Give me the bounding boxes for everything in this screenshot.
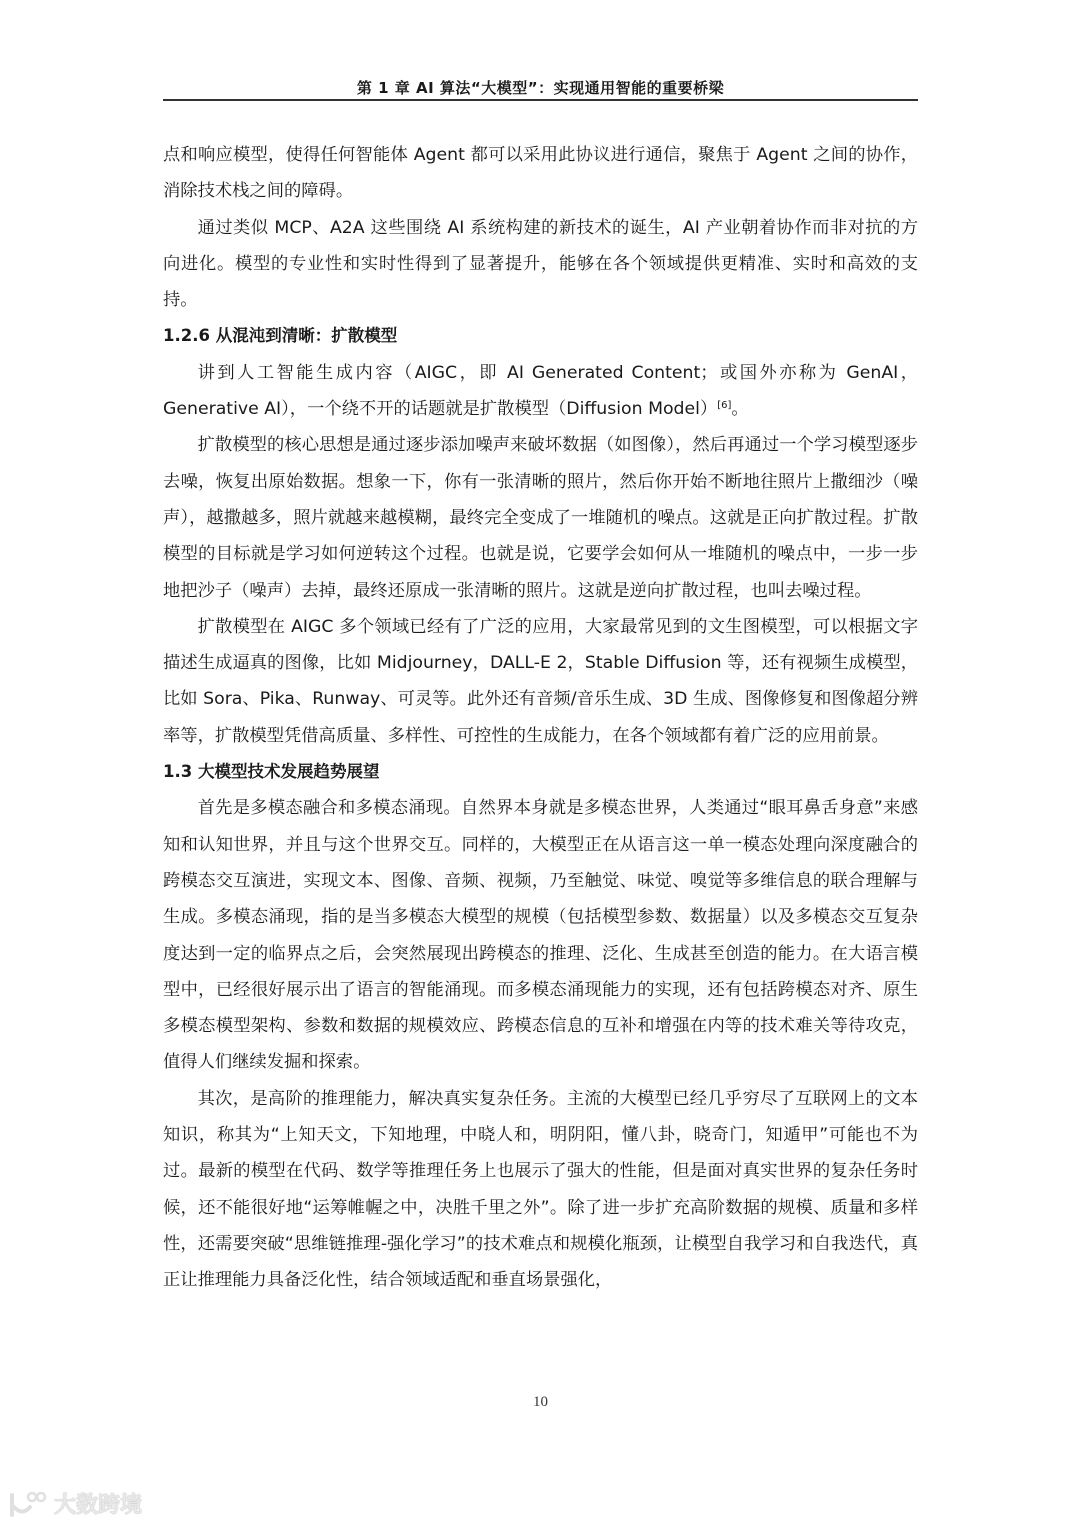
paragraph-continuation: 点和响应模型，使得任何智能体 Agent 都可以采用此协议进行通信，聚焦于 Agent 之间的协作，消除技术栈之间的障碍。	[163, 145, 918, 202]
paragraph-reasoning: 其次，是高阶的推理能力，解决真实复杂任务。主流的大模型已经几乎穷尽了互联网上的文本知识，称其为“上知天文，下知地理，中晓人和，明阴阳，懂八卦，晓奇门，知遁甲”可能也不为过。最新的模型在代码、数学等推理任务上也展示了强大的性能，但是面对真实世界的复杂任务时候，还不能很好地“运筹帷幄之中，决胜千里之外”。除了进一步扩充高阶数据的规模、质量和多样性，还需要突破“思维链推理-强化学习”的技术难点和规模化瓶颈，让模型自我学习和自我迭代，真正让推理能力具备泛化性，结合领域适配和垂直场景强化，	[163, 1088, 918, 1291]
running-header-title: 第 1 章 AI 算法“大模型”：实现通用智能的重要桥梁	[356, 79, 725, 97]
paragraph-mcp-a2a: 通过类似 MCP、A2A 这些围绕 AI 系统构建的新技术的诞生，AI 产业朝着协作而非对抗的方向进化。模型的专业性和实时性得到了显著提升，能够在各个领域提供更精准、实时和高效的支持。	[163, 217, 918, 311]
watermark-text: 大数跨境	[54, 1493, 143, 1518]
section-heading-1-3: 1.3 大模型技术发展趋势展望	[163, 762, 380, 782]
watermark-logo-icon	[8, 1489, 48, 1519]
paragraph-aigc-end: 。	[731, 399, 749, 420]
page-body	[163, 137, 918, 1299]
section-heading-1-2-6: 1.2.6 从混沌到清晰：扩散模型	[163, 326, 398, 346]
page-number: 10	[533, 1394, 548, 1410]
paragraph-diffusion-applications: 扩散模型在 AIGC 多个领域已经有了广泛的应用，大家最常见到的文生图模型，可以根据文字描述生成逼真的图像，比如 Midjourney，DALL-E 2，Stable Diffusion 等，还有视频生成模型，比如 Sora、Pika、Runway、可灵等。此外还有音频/音乐生成、3D 生成、图像修复和图像超分辨率等，扩散模型凭借高质量、多样性、可控性的生成能力，在各个领域都有着广泛的应用前景。	[163, 616, 918, 746]
citation-ref-6[interactable]: [6]	[717, 400, 732, 412]
paragraph-aigc-intro	[163, 355, 918, 428]
paragraph-aigc-text: 讲到人工智能生成内容（AIGC，即 AI Generated Content；或国外亦称为 GenAI，Generative AI），一个绕不开的话题就是扩散模型（Diffusion Model）	[163, 362, 918, 420]
watermark	[8, 1488, 142, 1519]
paragraph-diffusion-core: 扩散模型的核心思想是通过逐步添加噪声来破坏数据（如图像），然后再通过一个学习模型逐步去噪，恢复出原始数据。想象一下，你有一张清晰的照片，然后你开始不断地往照片上撒细沙（噪声），越撒越多，照片就越来越模糊，最终完全变成了一堆随机的噪点。这就是正向扩散过程。扩散模型的目标就是学习如何逆转这个过程。也就是说，它要学会如何从一堆随机的噪点中，一步一步地把沙子（噪声）去掉，最终还原成一张清晰的照片。这就是逆向扩散过程，也叫去噪过程。	[163, 435, 918, 601]
header-rule	[163, 99, 918, 101]
paragraph-multimodal: 首先是多模态融合和多模态涌现。自然界本身就是多模态世界，人类通过“眼耳鼻舌身意”来感知和认知世界，并且与这个世界交互。同样的，大模型正在从语言这一单一模态处理向深度融合的跨模态交互演进，实现文本、图像、音频、视频，乃至触觉、味觉、嗅觉等多维信息的联合理解与生成。多模态涌现，指的是当多模态大模型的规模（包括模型参数、数据量）以及多模态交互复杂度达到一定的临界点之后，会突然展现出跨模态的推理、泛化、生成甚至创造的能力。在大语言模型中，已经很好展示出了语言的智能涌现。而多模态涌现能力的实现，还有包括跨模态对齐、原生多模态模型架构、参数和数据的规模效应、跨模态信息的互补和增强在内等的技术难关等待攻克，值得人们继续发掘和探索。	[163, 798, 918, 1073]
